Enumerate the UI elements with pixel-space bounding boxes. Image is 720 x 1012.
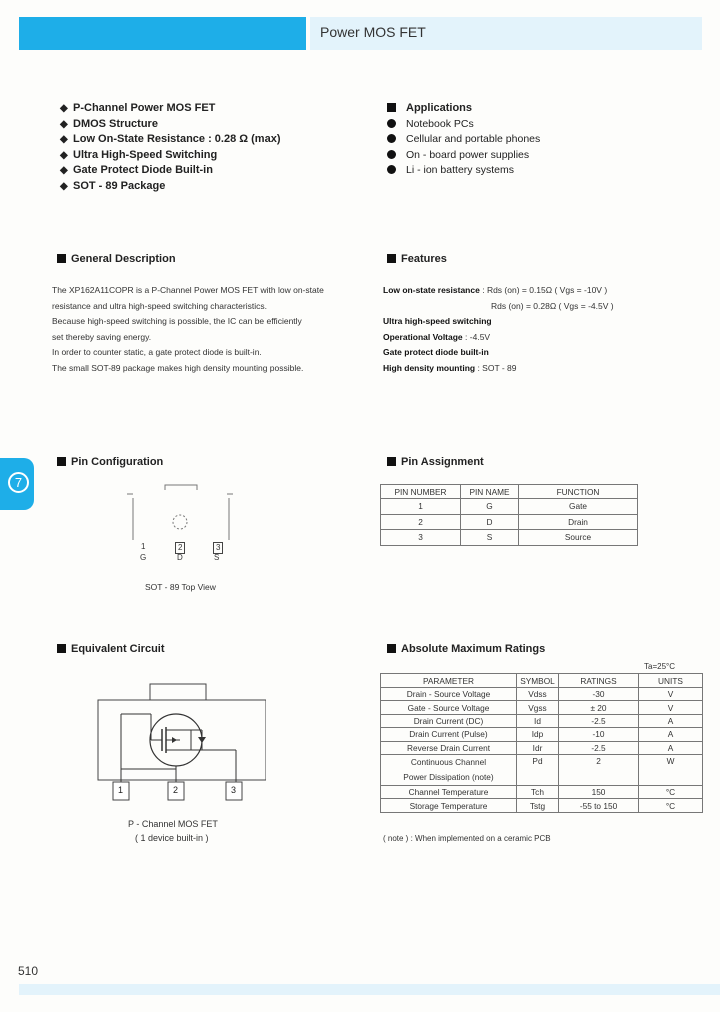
column-header: UNITS <box>639 674 703 688</box>
description-line: The XP162A11COPR is a P-Channel Power MOS FET with low on-state <box>52 285 324 295</box>
table-cell: 150 <box>559 785 639 798</box>
table-header-row <box>381 674 703 688</box>
absolute-maximum-ratings-heading: Absolute Maximum Ratings <box>387 643 545 655</box>
column-header: SYMBOL <box>517 674 559 688</box>
diamond-icon: ◆ <box>60 103 68 114</box>
table-cell: Idp <box>517 728 559 741</box>
table-cell: Tstg <box>517 799 559 812</box>
table-cell: Channel Temperature <box>381 785 517 798</box>
pin-number-3: 3 <box>213 542 223 554</box>
table-row <box>381 530 638 546</box>
table-cell: A <box>639 728 703 741</box>
feature-bullet: ◆ SOT - 89 Package <box>60 179 281 195</box>
table-cell: 2 <box>381 514 461 530</box>
column-header: PIN NAME <box>461 485 519 499</box>
feature-bullet: ◆ P-Channel Power MOS FET <box>60 101 281 117</box>
square-bullet-icon <box>387 644 396 653</box>
application-item: Li - ion battery systems <box>387 163 540 179</box>
table-row <box>381 688 703 701</box>
table-row <box>381 514 638 530</box>
pin-name-g: G <box>140 553 147 562</box>
square-bullet-icon <box>57 457 66 466</box>
pin-assignment-heading: Pin Assignment <box>387 456 484 468</box>
application-item: Notebook PCs <box>387 117 540 133</box>
table-cell: Continuous Channel Power Dissipation (note) <box>381 754 517 785</box>
table-cell: -30 <box>559 688 639 701</box>
table-cell: A <box>639 741 703 754</box>
application-item: On - board power supplies <box>387 148 540 164</box>
ambient-temperature-note: Ta=25°C <box>644 662 675 671</box>
footer-bar <box>19 984 720 995</box>
description-line: The small SOT-89 package makes high density mounting possible. <box>52 362 304 373</box>
table-cell: V <box>639 688 703 701</box>
ratings-note: ( note ) : When implemented on a ceramic PCB <box>383 834 551 843</box>
feature-bullet: ◆ Gate Protect Diode Built-in <box>60 163 281 179</box>
feature-bullet: ◆ Ultra High-Speed Switching <box>60 148 281 164</box>
table-cell: S <box>461 530 519 546</box>
table-cell: Vgss <box>517 701 559 714</box>
table-row <box>381 741 703 754</box>
circuit-pin-2: 2 <box>173 785 179 795</box>
pin-number-1: 1 <box>141 542 146 551</box>
pin-name-d: D <box>177 553 183 562</box>
diamond-icon: ◆ <box>60 134 68 146</box>
column-header: RATINGS <box>559 674 639 688</box>
table-cell: Vdss <box>517 688 559 701</box>
square-bullet-icon <box>387 103 396 112</box>
column-header: PARAMETER <box>381 674 517 688</box>
table-cell: -2.5 <box>559 741 639 754</box>
dot-bullet-icon <box>387 150 396 159</box>
pin-name-s: S <box>214 553 220 562</box>
chapter-number: 7 <box>8 472 29 493</box>
absolute-maximum-ratings-table <box>380 673 703 813</box>
table-cell: D <box>461 514 519 530</box>
table-cell: °C <box>639 799 703 812</box>
features-text <box>383 283 614 377</box>
feature-diode: Gate protect diode built-in <box>383 347 489 358</box>
table-cell: Storage Temperature <box>381 799 517 812</box>
square-bullet-icon <box>387 254 396 263</box>
general-description-heading: General Description <box>57 253 176 265</box>
feature-voltage: Operational Voltage : -4.5V <box>383 331 491 342</box>
applications-list <box>387 101 540 179</box>
feature-mounting: High density mounting : SOT - 89 <box>383 362 517 373</box>
table-cell: A <box>639 714 703 727</box>
circuit-caption-2: ( 1 device built-in ) <box>135 833 209 843</box>
table-cell: Id <box>517 714 559 727</box>
table-row <box>381 701 703 714</box>
table-header-row <box>381 485 638 499</box>
circuit-pin-1: 1 <box>118 785 124 795</box>
table-cell: -10 <box>559 728 639 741</box>
pin-configuration-heading: Pin Configuration <box>57 456 163 468</box>
description-line: set thereby saving energy. <box>52 331 152 342</box>
table-cell: °C <box>639 785 703 798</box>
diamond-icon: ◆ <box>60 165 68 177</box>
table-cell: -2.5 <box>559 714 639 727</box>
table-cell: Drain - Source Voltage <box>381 688 517 701</box>
equivalent-circuit-heading: Equivalent Circuit <box>57 643 165 655</box>
circuit-pin-3: 3 <box>231 785 237 795</box>
feature-switching: Ultra high-speed switching <box>383 316 492 327</box>
table-cell: V <box>639 701 703 714</box>
table-cell: -55 to 150 <box>559 799 639 812</box>
circuit-caption-1: P - Channel MOS FET <box>128 819 218 829</box>
table-cell: 3 <box>381 530 461 546</box>
feature-bullet-list <box>60 101 281 195</box>
table-cell: 1 <box>381 499 461 515</box>
dot-bullet-icon <box>387 165 396 174</box>
square-bullet-icon <box>57 644 66 653</box>
feature-on-state: Low on-state resistance : Rds (on) = 0.15Ω ( Vgs = -10V ) <box>383 285 608 295</box>
sot89-package-drawing <box>125 482 240 544</box>
table-row <box>381 728 703 741</box>
table-row <box>381 499 638 515</box>
page-title: Power MOS FET <box>320 24 426 40</box>
feature-on-state-2: Rds (on) = 0.28Ω ( Vgs = -4.5V ) <box>491 300 614 311</box>
dot-bullet-icon <box>387 119 396 128</box>
diamond-icon: ◆ <box>60 180 68 192</box>
features-heading: Features <box>387 253 447 265</box>
square-bullet-icon <box>57 254 66 263</box>
table-cell: Gate - Source Voltage <box>381 701 517 714</box>
equivalent-circuit-diagram <box>96 682 266 802</box>
description-line: In order to counter static, a gate protect diode is built-in. <box>52 347 262 358</box>
table-row <box>381 799 703 812</box>
page-number: 510 <box>18 964 39 978</box>
square-bullet-icon <box>387 457 396 466</box>
table-cell: Drain Current (Pulse) <box>381 728 517 741</box>
table-cell: Drain Current (DC) <box>381 714 517 727</box>
table-cell: Drain <box>519 514 638 530</box>
table-cell: Source <box>519 530 638 546</box>
table-row <box>381 785 703 798</box>
description-line: Because high-speed switching is possible, the IC can be efficiently <box>52 316 302 327</box>
diamond-icon: ◆ <box>60 149 68 161</box>
pin-assignment-table <box>380 484 638 546</box>
column-header: PIN NUMBER <box>381 485 461 499</box>
header-accent-bar <box>19 17 306 50</box>
table-cell: Pd <box>517 754 559 785</box>
table-cell: 2 <box>559 754 639 785</box>
description-line: resistance and ultra high-speed switching characteristics. <box>52 300 267 311</box>
column-header: FUNCTION <box>519 485 638 499</box>
table-row <box>381 754 703 785</box>
pin-configuration-caption: SOT - 89 Top View <box>145 582 216 592</box>
feature-bullet: ◆ DMOS Structure <box>60 117 281 133</box>
table-cell: Tch <box>517 785 559 798</box>
diamond-icon: ◆ <box>60 118 68 130</box>
table-row <box>381 714 703 727</box>
table-cell: Gate <box>519 499 638 515</box>
applications-heading: Applications <box>387 101 540 117</box>
table-cell: Reverse Drain Current <box>381 741 517 754</box>
general-description-text <box>52 283 324 377</box>
table-cell: ± 20 <box>559 701 639 714</box>
table-cell: G <box>461 499 519 515</box>
feature-bullet: ◆ Low On-State Resistance : 0.28 Ω (max) <box>60 132 281 148</box>
dot-bullet-icon <box>387 134 396 143</box>
pin-number-2: 2 <box>175 542 185 554</box>
table-cell: Idr <box>517 741 559 754</box>
table-cell: W <box>639 754 703 785</box>
application-item: Cellular and portable phones <box>387 132 540 148</box>
